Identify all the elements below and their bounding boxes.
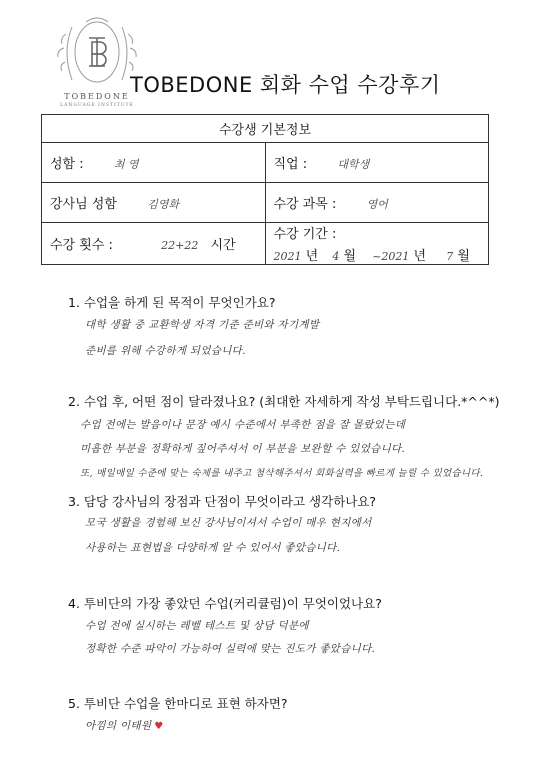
subject-value: 영어 [366, 198, 388, 211]
answer-3-line-1: 모국 생활을 경험해 보신 강사님이셔서 수업이 매우 현지에서 [85, 517, 372, 529]
teacher-cell [42, 183, 266, 223]
job-cell [265, 143, 489, 183]
period-cell [265, 223, 489, 265]
teacher-value: 김영화 [147, 198, 180, 211]
answer-4-line-2: 정확한 수준 파악이 가능하여 실력에 맞는 진도가 좋았습니다. [85, 643, 376, 655]
teacher-label: 강사님 성함 [50, 197, 117, 212]
count-label: 수강 횟수 : [50, 238, 113, 253]
logo-name: TOBEDONE [64, 92, 130, 101]
answer-1-line-1: 대학 생활 중 교환학생 자격 기준 준비와 자기계발 [85, 319, 320, 331]
answer-3-line-2: 사용하는 표현법을 다양하게 알 수 있어서 좋았습니다. [85, 542, 341, 554]
count-unit: 시간 [210, 238, 236, 253]
student-info-table [41, 114, 489, 265]
period-start-year: 2021 [273, 250, 302, 263]
question-3: 3. 담당 강사님의 장점과 단점이 무엇이라고 생각하나요? [68, 494, 377, 509]
period-end-month: 7 [446, 250, 454, 263]
name-value: 최 영 [113, 158, 139, 171]
job-value: 대학생 [337, 158, 370, 171]
name-cell [42, 143, 266, 183]
question-1: 1. 수업을 하게 된 목적이 무엇인가요? [68, 295, 276, 310]
answer-5-text: 아낌의 이태원 [85, 720, 152, 732]
answer-1-line-2: 준비를 위해 수강하게 되었습니다. [85, 345, 246, 357]
period-start-month: 4 [332, 250, 340, 263]
count-cell [42, 223, 266, 265]
document-title: TOBEDONE 회화 수업 수강후기 [130, 73, 441, 97]
answer-2-line-3: 또, 매일매일 수준에 맞는 숙제를 내주고 첨삭해주셔서 회화실력을 빠르게 늘릴 수 있었습니다. [80, 468, 484, 479]
answer-5-line-1 [85, 718, 164, 733]
period-end-year-unit: 년 [413, 249, 427, 264]
answer-2-line-2: 미흡한 부분을 정확하게 짚어주셔서 이 부분을 보완할 수 있었습니다. [80, 443, 406, 455]
count-value: 22+22 [161, 239, 199, 252]
job-label: 직업 : [273, 157, 308, 172]
subject-label: 수강 과목 : [273, 197, 337, 212]
question-5: 5. 투비단 수업을 한마디로 표현 하자면? [68, 696, 288, 711]
subject-cell [265, 183, 489, 223]
period-month-unit: 월 [343, 249, 357, 264]
answer-4-line-1: 수업 전에 실시하는 레벨 테스트 및 상담 덕분에 [85, 620, 309, 632]
question-2: 2. 수업 후, 어떤 점이 달라졌나요? (최대한 자세하게 작성 부탁드립니다.*^^*) [68, 394, 500, 409]
logo-subtitle: LANGUAGE INSTITUTE [60, 103, 134, 108]
period-end-month-unit: 월 [457, 249, 470, 264]
heart-icon: ♥ [154, 721, 164, 732]
question-4: 4. 투비단의 가장 좋았던 수업(커리큘럼)이 무엇이었나요? [68, 596, 382, 611]
period-end-year: ~2021 [372, 250, 410, 263]
period-year-unit: 년 [305, 249, 319, 264]
answer-2-line-1: 수업 전에는 발음이나 문장 예시 수준에서 부족한 점을 잘 몰랐었는데 [80, 419, 406, 431]
name-label: 성함 : [50, 157, 84, 172]
info-section-title: 수강생 기본정보 [42, 115, 489, 143]
period-label: 수강 기간 : [273, 227, 337, 242]
